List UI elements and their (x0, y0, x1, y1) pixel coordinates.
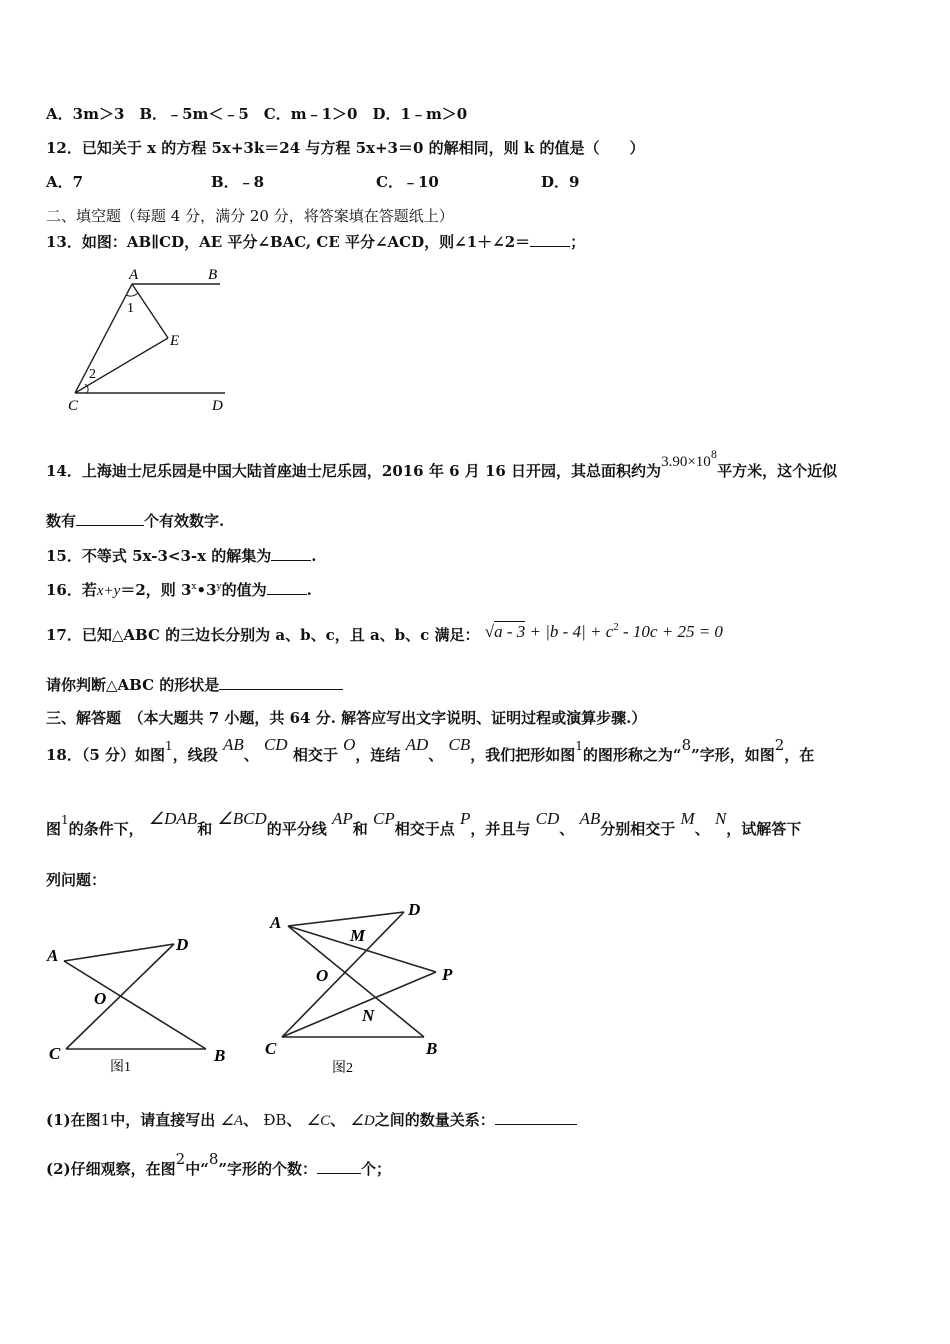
q18-sep4: 、 (694, 820, 710, 838)
q14-line1 (46, 450, 838, 481)
fig1-label-a: A (47, 946, 59, 965)
q18-angle-b: ÐB (263, 1111, 287, 1129)
q18-cp: CP (372, 809, 395, 828)
q12-option-b: B．﹣8 (211, 173, 265, 191)
q11-options: A．3m＞3 B．﹣5m＜﹣5 C．m﹣1＞0 D．1﹣m＞0 (46, 105, 468, 123)
q14-part1: 14．上海迪士尼乐园是中国大陆首座迪士尼乐园，2016 年 6 月 16 日开园，其总面积约为 (46, 462, 662, 480)
q18-line2 (46, 809, 802, 839)
fig1-label-b: B (214, 1046, 226, 1065)
fig13-label-e: E (170, 333, 180, 349)
q18-l1-c: 相交于 (292, 746, 338, 764)
q18-p2-fig: 2 (175, 1150, 186, 1168)
q18-ap: AP (331, 809, 353, 828)
fig2-label-p: P (442, 965, 453, 984)
q14-number: 3.90×10 (661, 454, 711, 470)
q18-cb: CB (448, 735, 471, 754)
fig2-label-d: D (408, 900, 421, 919)
q18-angle-d: ∠D (350, 1113, 375, 1129)
q18-fig-ref-1: 1 (165, 739, 173, 753)
q17-equation (485, 622, 723, 641)
q18-fig-ref-1c: 1 (61, 813, 69, 827)
q18-o: O (343, 735, 356, 754)
q18-l2-a: 图 (46, 820, 62, 838)
q13-text: 13．如图：AB∥CD，AE 平分∠BAC, CE 平分∠ACD，则∠1＋∠2＝ (46, 233, 531, 251)
q18-p2-answer-blank (317, 1159, 361, 1174)
q16-end: . (306, 581, 312, 599)
q18-l2-b: 的条件下， (68, 820, 144, 838)
q18-p1-sep1: 、 (243, 1111, 259, 1129)
q18-l2-h: 分别相交于 (600, 820, 676, 838)
q18-figure-1 (40, 925, 240, 1080)
fig1-caption: 图1 (110, 1060, 131, 1075)
q18-angle-a: ∠A (220, 1113, 244, 1129)
fig1-label-c: C (49, 1044, 61, 1063)
q18-sep1: 、 (243, 746, 259, 764)
q18-l2-d: 的平分线 (266, 820, 327, 838)
q18-p2-d: 个； (361, 1160, 392, 1178)
fig1-line-ad (64, 944, 174, 961)
q16-sup-y: y (216, 582, 222, 592)
fig1-line-ab (64, 961, 206, 1049)
q14-answer-blank (76, 511, 144, 526)
q18-p2-b: 中“ (185, 1160, 209, 1178)
q18-p1-sep2: 、 (286, 1111, 302, 1129)
fig13-label-b: B (208, 267, 218, 283)
q18-p: P (459, 809, 471, 828)
fig2-label-a: A (270, 913, 282, 932)
q18-p2-c: ”字形的个数： (218, 1160, 318, 1178)
q12-stem: 12．已知关于 x 的方程 5x+3k＝24 与方程 5x+3＝0 的解相同，则 k 的值是（ ） (46, 139, 645, 157)
q18-angle-c: ∠C (306, 1113, 331, 1129)
fig13-angle-2: 2 (89, 367, 96, 382)
q18-cd: CD (263, 735, 288, 754)
q18-l1-e: ，我们把形如图 (470, 746, 576, 764)
q16-mid: ＝2，则 3 (120, 581, 192, 599)
fig1-line-dc (66, 944, 174, 1049)
fig13-label-d: D (212, 398, 223, 414)
q18-figure-2 (262, 895, 472, 1080)
q18-l1-d: ，连结 (355, 746, 401, 764)
fig2-line-dc (282, 912, 404, 1037)
q18-p1-b: 中，请直接写出 (110, 1111, 216, 1129)
q18-n: N (714, 809, 727, 828)
fig13-angle-1: 1 (127, 301, 134, 316)
q18-part2 (46, 1150, 392, 1179)
q17-sqrt-expr: a - 3 (494, 622, 526, 641)
q18-sep3: 、 (559, 820, 575, 838)
q15-end: . (311, 547, 317, 565)
q18-l1-a: 18．（5 分）如图 (46, 746, 166, 764)
q18-l2-f: 相交于点 (394, 820, 455, 838)
q18-angle-bcd: ∠BCD (217, 809, 267, 828)
fig2-label-b: B (426, 1039, 438, 1058)
q12-option-d: D．9 (541, 173, 580, 191)
q16-prefix: 16．若 (46, 581, 97, 599)
q17-answer-blank (219, 675, 343, 690)
fig2-label-c: C (265, 1039, 277, 1058)
q14-line2-a: 数有 (46, 512, 77, 530)
q18-fig-ref-1b: 1 (575, 739, 583, 753)
q18-ad: AD (405, 735, 429, 754)
q14-line2 (46, 510, 224, 531)
q16-after: 的值为 (221, 581, 267, 599)
fig2-line-ad (288, 912, 404, 926)
section3-title: 三、解答题 （本大题共 7 小题，共 64 分. 解答应写出文字说明、证明过程或演算步骤.） (46, 709, 647, 727)
fig13-label-a: A (129, 267, 139, 283)
q13-figure (60, 262, 240, 417)
line-ae (132, 284, 168, 338)
q17-rest: + |b - 4| + c (529, 622, 614, 641)
q18-l1-b: ，线段 (172, 746, 218, 764)
fig2-caption: 图2 (332, 1061, 353, 1076)
q18-eight: 8 (681, 736, 692, 754)
q18-l2-i: ，试解答下 (726, 820, 802, 838)
q18-l2-e: 和 (352, 820, 368, 838)
q18-p1-answer-blank (495, 1110, 577, 1125)
q15-stem: 15．不等式 5x-3<3-x 的解集为 (46, 547, 272, 565)
q18-ab: AB (222, 735, 244, 754)
q12-option-a: A．7 (46, 173, 84, 191)
q14-line2-b: 个有效数字. (144, 512, 225, 530)
sqrt-sign: √ (484, 622, 495, 641)
q16-expr: x+y (96, 583, 121, 599)
q18-sep2: 、 (428, 746, 444, 764)
q18-l1-f: 的图形称之为“ (582, 746, 682, 764)
fig2-label-n: N (362, 1006, 375, 1025)
q18-l2-g: ，并且与 (470, 820, 531, 838)
q18-ab-2: AB (579, 809, 601, 828)
q18-cd-2: CD (535, 809, 560, 828)
q18-line1 (46, 735, 815, 765)
q18-part1 (46, 1109, 577, 1130)
q16-dot: •3 (196, 581, 217, 599)
fig2-label-m: M (350, 926, 366, 945)
q13-answer-blank (530, 232, 570, 247)
q18-m: M (680, 809, 695, 828)
q18-l1-h: ，在 (784, 746, 815, 764)
q17-line2-text: 请你判断△ABC 的形状是 (46, 676, 220, 694)
q16-sup-x: x (191, 582, 197, 592)
q14-exponent: 8 (710, 450, 718, 461)
q18-l1-g: ”字形，如图 (691, 746, 775, 764)
q16 (46, 579, 312, 600)
fig1-label-o: O (94, 989, 107, 1008)
q14-part2: 平方米，这个近似 (717, 462, 838, 480)
q13-end: ； (570, 233, 586, 251)
q17-line2 (46, 674, 343, 695)
q18-angle-dab: ∠DAB (148, 809, 198, 828)
q16-answer-blank (267, 580, 307, 595)
q18-p1-sep3: 、 (330, 1111, 346, 1129)
q18-line3: 列问题： (46, 871, 107, 889)
q15-answer-blank (271, 546, 311, 561)
fig2-label-o: O (316, 966, 329, 985)
q18-p2-eight: 8 (208, 1150, 219, 1168)
q13-stem (46, 231, 585, 252)
q18-p2-a: (2)仔细观察，在图 (46, 1160, 176, 1178)
q18-p1-c: 之间的数量关系： (374, 1111, 495, 1129)
q17-line1 (46, 621, 723, 645)
q17-rest2: - 10c + 25 = 0 (618, 622, 723, 641)
q18-p1-fig: 1 (100, 1111, 111, 1129)
fig13-label-c: C (68, 398, 79, 414)
q15 (46, 545, 317, 566)
q17-stem: 17．已知△ABC 的三边长分别为 a、b、c，且 a、b、c 满足： (46, 626, 480, 644)
q18-l2-c: 和 (197, 820, 213, 838)
q18-fig-ref-2: 2 (774, 736, 785, 754)
q12-option-c: C．﹣10 (376, 173, 439, 191)
q17-square: 2 (613, 621, 619, 633)
q18-p1-a: (1)在图 (46, 1111, 101, 1129)
section2-title: 二、填空题（每题 4 分，满分 20 分，将答案填在答题纸上） (46, 207, 454, 225)
fig1-label-d: D (176, 935, 189, 954)
